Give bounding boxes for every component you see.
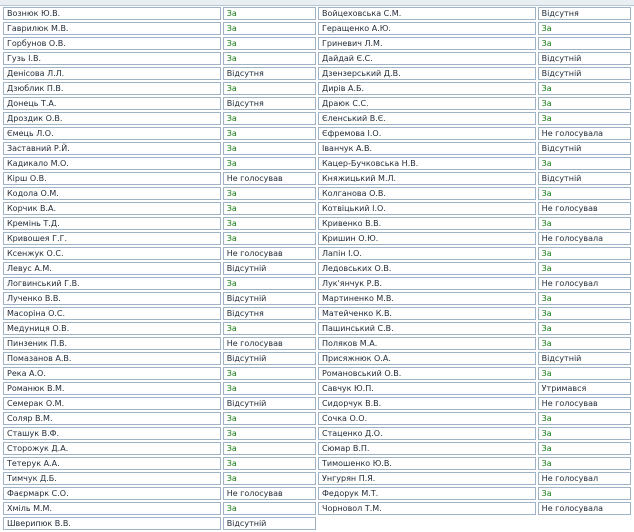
vote-result: Відсутній — [538, 142, 631, 155]
table-row — [3, 82, 631, 95]
vote-result: За — [223, 427, 316, 440]
deputy-name: Федорук М.Т. — [318, 487, 536, 500]
table-row — [3, 157, 631, 170]
deputy-name: Кришин О.Ю. — [318, 232, 536, 245]
deputy-name: Сюмар В.П. — [318, 442, 536, 455]
deputy-name: Левус А.М. — [3, 262, 221, 275]
vote-results-table — [1, 5, 633, 532]
vote-result: За — [223, 82, 316, 95]
vote-result: За — [223, 457, 316, 470]
vote-result: За — [223, 127, 316, 140]
table-row — [3, 487, 631, 500]
vote-result: За — [538, 157, 631, 170]
vote-result: За — [538, 412, 631, 425]
table-row — [3, 127, 631, 140]
vote-result: Відсутній — [538, 352, 631, 365]
table-row — [3, 142, 631, 155]
deputy-name: Кривенко В.В. — [318, 217, 536, 230]
vote-result: Відсутня — [538, 7, 631, 20]
deputy-name: Фаєрмарк С.О. — [3, 487, 221, 500]
vote-result: Не голосував — [538, 202, 631, 215]
deputy-name: Кривошея Г.Г. — [3, 232, 221, 245]
vote-results-panel — [1, 5, 633, 528]
deputy-name: Соляр В.М. — [3, 412, 221, 425]
deputy-name: Хміль М.М. — [3, 502, 221, 515]
vote-result: За — [538, 337, 631, 350]
deputy-name: Кодола О.М. — [3, 187, 221, 200]
table-row — [3, 307, 631, 320]
vote-result: За — [223, 52, 316, 65]
table-row — [3, 217, 631, 230]
vote-result: Відсутній — [223, 352, 316, 365]
vote-result: За — [223, 277, 316, 290]
vote-result: Відсутній — [223, 292, 316, 305]
deputy-name: Стаценко Д.О. — [318, 427, 536, 440]
table-row — [3, 502, 631, 515]
deputy-name: Горбунов О.В. — [3, 37, 221, 50]
deputy-name: Сташук В.Ф. — [3, 427, 221, 440]
empty-cell — [538, 517, 631, 530]
vote-result: Не голосував — [223, 487, 316, 500]
vote-result: За — [538, 367, 631, 380]
table-row — [3, 322, 631, 335]
deputy-name: Река А.О. — [3, 367, 221, 380]
deputy-name: Дзюблик П.В. — [3, 82, 221, 95]
vote-result: За — [223, 202, 316, 215]
deputy-name: Тетерук А.А. — [3, 457, 221, 470]
table-row — [3, 172, 631, 185]
deputy-name: Лученко В.В. — [3, 292, 221, 305]
vote-result: Відсутній — [223, 397, 316, 410]
deputy-name: Драюк С.С. — [318, 97, 536, 110]
deputy-name: Дайдай Є.С. — [318, 52, 536, 65]
vote-result: За — [223, 22, 316, 35]
vote-result: Відсутня — [223, 97, 316, 110]
deputy-name: Помазанов А.В. — [3, 352, 221, 365]
vote-result: Відсутній — [538, 52, 631, 65]
deputy-name: Семерак О.М. — [3, 397, 221, 410]
deputy-name: Колганова О.В. — [318, 187, 536, 200]
deputy-name: Романюк В.М. — [3, 382, 221, 395]
table-row — [3, 277, 631, 290]
table-row — [3, 367, 631, 380]
vote-result: За — [538, 217, 631, 230]
deputy-name: Лапін І.О. — [318, 247, 536, 260]
vote-result: За — [538, 247, 631, 260]
empty-cell — [318, 517, 536, 530]
vote-result: За — [223, 142, 316, 155]
vote-result: Відсутня — [223, 307, 316, 320]
vote-result: За — [538, 457, 631, 470]
vote-result: За — [538, 97, 631, 110]
deputy-name: Логвинський Г.В. — [3, 277, 221, 290]
deputy-name: Присяжнюк О.А. — [318, 352, 536, 365]
deputy-name: Лук'янчук Р.В. — [318, 277, 536, 290]
vote-result: За — [223, 502, 316, 515]
deputy-name: Дирів А.Б. — [318, 82, 536, 95]
vote-result: Не голосувал — [538, 277, 631, 290]
deputy-name: Заставний Р.Й. — [3, 142, 221, 155]
deputy-name: Котвіцький І.О. — [318, 202, 536, 215]
vote-result: За — [538, 187, 631, 200]
vote-result: За — [538, 322, 631, 335]
vote-result: За — [223, 442, 316, 455]
table-row — [3, 457, 631, 470]
vote-result: За — [538, 112, 631, 125]
deputy-name: Денісова Л.Л. — [3, 67, 221, 80]
vote-result: За — [538, 262, 631, 275]
deputy-name: Войцеховська С.М. — [318, 7, 536, 20]
vote-result: Не голосувала — [538, 127, 631, 140]
deputy-name: Гаврилюк М.В. — [3, 22, 221, 35]
table-row — [3, 352, 631, 365]
table-row — [3, 232, 631, 245]
vote-result: Не голосував — [538, 397, 631, 410]
deputy-name: Кадикало М.О. — [3, 157, 221, 170]
table-row — [3, 412, 631, 425]
deputy-name: Масоріна О.С. — [3, 307, 221, 320]
vote-result: Не голосував — [223, 337, 316, 350]
deputy-name: Ледовських О.В. — [318, 262, 536, 275]
table-row — [3, 112, 631, 125]
vote-result: Не голосувала — [538, 232, 631, 245]
vote-result: За — [538, 82, 631, 95]
vote-result: За — [223, 217, 316, 230]
vote-result: Не голосувал — [538, 472, 631, 485]
deputy-name: Княжицький М.Л. — [318, 172, 536, 185]
table-row — [3, 292, 631, 305]
table-row — [3, 97, 631, 110]
deputy-name: Гриневич Л.М. — [318, 37, 536, 50]
table-row — [3, 382, 631, 395]
deputy-name: Тимошенко Ю.В. — [318, 457, 536, 470]
deputy-name: Ксенжук О.С. — [3, 247, 221, 260]
table-row — [3, 442, 631, 455]
deputy-name: Ємець Л.О. — [3, 127, 221, 140]
deputy-name: Донець Т.А. — [3, 97, 221, 110]
deputy-name: Тимчук Д.Б. — [3, 472, 221, 485]
vote-results-body — [3, 7, 631, 530]
vote-result: За — [223, 322, 316, 335]
deputy-name: Медуниця О.В. — [3, 322, 221, 335]
table-row — [3, 67, 631, 80]
table-row — [3, 187, 631, 200]
vote-result: За — [223, 472, 316, 485]
vote-result: За — [538, 22, 631, 35]
table-row — [3, 427, 631, 440]
vote-result: За — [538, 442, 631, 455]
deputy-name: Корчик В.А. — [3, 202, 221, 215]
vote-result: Відсутній — [538, 172, 631, 185]
deputy-name: Сидорчук В.В. — [318, 397, 536, 410]
deputy-name: Гузь І.В. — [3, 52, 221, 65]
table-row — [3, 22, 631, 35]
deputy-name: Романовський О.В. — [318, 367, 536, 380]
vote-result: За — [223, 187, 316, 200]
deputy-name: Вознюк Ю.В. — [3, 7, 221, 20]
table-row — [3, 262, 631, 275]
vote-result: За — [538, 487, 631, 500]
vote-result: За — [223, 157, 316, 170]
vote-result: Не голосував — [223, 172, 316, 185]
vote-result: За — [223, 232, 316, 245]
vote-result: За — [223, 382, 316, 395]
deputy-name: Пинзеник П.В. — [3, 337, 221, 350]
deputy-name: Сочка О.О. — [318, 412, 536, 425]
deputy-name: Кацер-Бучковська Н.В. — [318, 157, 536, 170]
deputy-name: Кремінь Т.Д. — [3, 217, 221, 230]
vote-result: За — [538, 37, 631, 50]
table-row — [3, 247, 631, 260]
table-row — [3, 337, 631, 350]
table-row — [3, 7, 631, 20]
table-row — [3, 52, 631, 65]
deputy-name: Поляков М.А. — [318, 337, 536, 350]
vote-result: Відсутній — [223, 262, 316, 275]
deputy-name: Сторожук Д.А. — [3, 442, 221, 455]
vote-result: За — [538, 427, 631, 440]
deputy-name: Геращенко А.Ю. — [318, 22, 536, 35]
deputy-name: Єфремова І.О. — [318, 127, 536, 140]
deputy-name: Шверипюк В.В. — [3, 517, 221, 530]
vote-result: За — [538, 307, 631, 320]
table-row — [3, 472, 631, 485]
deputy-name: Унгурян П.Я. — [318, 472, 536, 485]
table-row — [3, 202, 631, 215]
table-row — [3, 397, 631, 410]
vote-result: За — [223, 412, 316, 425]
deputy-name: Пашинський С.В. — [318, 322, 536, 335]
deputy-name: Іванчук А.В. — [318, 142, 536, 155]
vote-result: Відсутній — [538, 67, 631, 80]
vote-result: За — [538, 292, 631, 305]
deputy-name: Дзензерський Д.В. — [318, 67, 536, 80]
vote-result: Не голосувала — [538, 502, 631, 515]
deputy-name: Матейченко К.В. — [318, 307, 536, 320]
vote-result: За — [223, 7, 316, 20]
deputy-name: Чорновол Т.М. — [318, 502, 536, 515]
deputy-name: Дроздик О.В. — [3, 112, 221, 125]
table-row — [3, 37, 631, 50]
deputy-name: Савчук Ю.П. — [318, 382, 536, 395]
table-row — [3, 517, 631, 530]
vote-result: За — [223, 37, 316, 50]
vote-result: За — [223, 112, 316, 125]
deputy-name: Єленський В.Є. — [318, 112, 536, 125]
deputy-name: Мартиненко М.В. — [318, 292, 536, 305]
vote-result: Відсутній — [223, 517, 316, 530]
vote-result: Утримався — [538, 382, 631, 395]
vote-result: Не голосував — [223, 247, 316, 260]
vote-result: За — [223, 367, 316, 380]
vote-result: Відсутня — [223, 67, 316, 80]
deputy-name: Кірш О.В. — [3, 172, 221, 185]
